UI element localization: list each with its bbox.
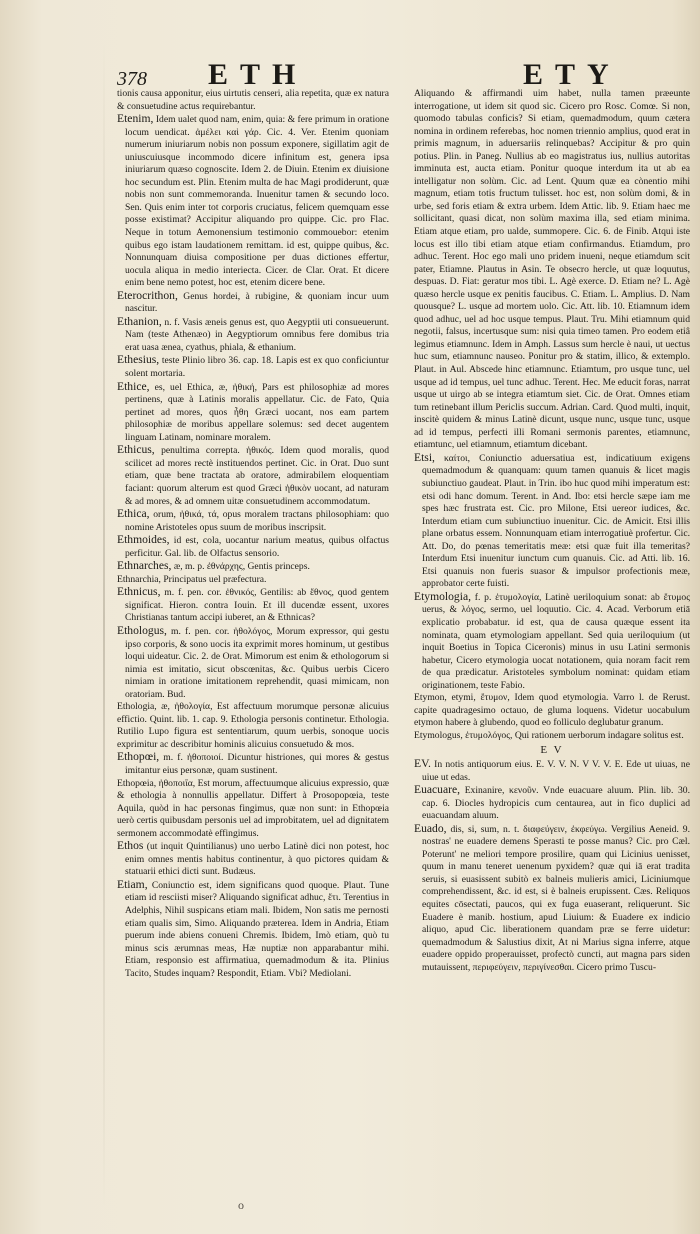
entry-headword: Ethica, (117, 507, 150, 521)
dictionary-entry (117, 316, 389, 355)
dictionary-entry (117, 879, 389, 980)
dictionary-entry (117, 840, 389, 879)
entry-text: Exinanire, κενοῦν. Vnde euacuare aluum. Plin. lib. 30. cap. 6. Diocles hydropicis cum centaurea, aut in fico duplici ad euacuandam aluum. (422, 785, 690, 822)
page-number: 378 (117, 68, 147, 90)
running-head-right: ETY (523, 58, 621, 91)
dictionary-entry (117, 560, 389, 574)
entry-headword: Etenim, (117, 112, 154, 126)
entry-headword: Ethologus, (117, 623, 167, 637)
entry-text: Ethnarchia, Principatus uel præfectura. (117, 573, 267, 585)
dictionary-entry (414, 692, 690, 730)
entry-headword: Etymologia, (414, 589, 471, 603)
entry-headword: Ethos (117, 839, 144, 853)
entry-text: Etymon, etymi, ἔτυμον, Idem quod etymologia. Varro l. de Rerust. capite quadragesimo octauo, de gluma loquens. Videtur uocabulum etymon habere à glubendo, quod eo folliculo deglubatur granum. (414, 692, 690, 729)
dictionary-entry (117, 444, 389, 508)
entry-headword: Ethmoides, (117, 533, 170, 547)
entry-text: καίτοι, Coniunctio aduersatiua est, indicatiuum exigens quemadmodum & quanquam: quum tamen quanuis & licet magis subiunctiuo gaudeat. Plaut. in Trin. ibo huc quod mihi imperatum est: etsi odi hanc domum. Terent. in And. Ibo: etsi hercle sæpe iam me spes hæc frustrata est. Cic. pro Milone, Etsi uereor iudices, &c. Interdum etiam cum subiunctiuo inuenitur. Cic. de Amicit. Etsi illis plane orbatus essem. Nonnunquam etiam interrogatiuè profertur. Cic. Att. Do, do pœnas temeritatis meæ: etsi quæ fuit illa temeritas? Interdum Etsi inuenitur iunctum cum quanuis. Cic. ad Atti. lib. 16. Etsi quanuis non fueris suasor & impulsor profectionis meæ, approbator certe fuisti. (422, 452, 690, 590)
dictionary-entry (117, 701, 389, 751)
dictionary-entry (414, 591, 690, 692)
entry-text: tionis causa apponitur, eius uirtutis censeri, alia repetita, quæ ex natura & consuetudine actus requirebantur. (117, 88, 389, 112)
entry-text: Coniunctio est, idem significans quod quoque. Plaut. Tune etiam id resciisti miser? Aliquando significat adhuc, ἔτι. Terentius in Adelphis, Nihil suspicans etiam mali. Ibidem, Non satis me pernosti etiam qualis sim, Simo. Aliquando præterea. Idem in Andria, Etiam puerum inde abiens conueni Chremis. Ibidem, Imò etiam, quò tu minus scis ærumnas meas, Hæ nuptiæ non apparabantur mihi. Etiam, responsio est affirmatiua, quemadmodum & ita. Plinius Tacito, Studes inquam? Respondit, Etiam. Vbi? Mediolani. (125, 879, 389, 979)
entry-text: f. p. ἐτυμολογία, Latinè ueriloquium sonat: ab ἔτυμος uerus, & λόγος, sermo, uel loquutio. Cic. 4. Acad. Verborum etiā explicatio probabatur. id est, qua de causa quæque essent ita nominata, quam etymologiam appellant. Sed quia ueriloquium (ut inquit Boetius in Topica Ciceronis) minus in usu Latini sermonis habetur, Cicero etymologia uocat notationem, quia noram facit rem de qua prædicatur. Aristoteles symbolum nominat: quidam etiam originationem, teste Fabio. (422, 591, 690, 691)
dictionary-entry (414, 758, 690, 784)
entry-headword: Euacuare, (414, 783, 461, 797)
entry-text: (ut inquit Quintilianus) uno uerbo Latinè dici non potest, hoc enim omnes mentis habitus continentur, à quo pictores quidam & statuarii ethici dicti sunt. Budæus. (125, 841, 389, 878)
page-gutter-shadow (103, 40, 105, 1210)
dictionary-entry (414, 823, 690, 975)
entry-text: m. f. pen. cor. ἠθολόγος, Morum expressor, qui gestu ipso corporis, & sono uocis ita exprimit mores hominum, ut gestibus loqui uideatur. Cic. 2. de Orat. Mimorum est enim & ethologorum si nimia est imitatio, sicut obscœnitas, &c. Quibus uerbis Cicero nimiam in oratione imitationem reprehendit, quasi mimicam, non oratoriam. Bud. (125, 625, 389, 700)
entry-headword: EV. (414, 756, 431, 770)
dictionary-entry (117, 88, 389, 113)
entry-text: teste Plinio libro 36. cap. 18. Lapis est ex quo conficiuntur solent mortaria. (125, 355, 389, 380)
entry-text: orum, ἠθικά, τά, opus moralem tractans philosophiam: quo nomine Aristoteles opus suum de moribus inscripsit. (125, 509, 389, 533)
dictionary-entry (414, 730, 690, 743)
entry-text: Aliquando & affirmandi uim habet, nulla tamen præeunte interrogatione, ut idem sit quod sic. Cicero pro Rosc. Comœ. Si non, quomodo tabulas conficis? Si etiam, quemadmodum, quum cætera nomina in ordinem referebas, hoc nomen triennio amplius, quod erat in primis magnum, in aduersariis relinquebas? Accipitur & pro quin potius. Plin. in Paneg. Nullius ab eo magistratus ius, nullius autoritas imminuta est, aucta etiam. Ponitur quoque interdum ita ut ab ea intelligatur non solùm. Cic. ad Lent. Quum quæ ea cònentio mihi magnum, etiam totis fructum tulisset. hoc est, non solùm domi, & in urbe, sed foris etiam & extra urbem. Idem Attic. lib. 9. Etiam haec me sollicitant, quasi dicat, non solùm maxima illa, sed etiam minima. Etiam atque etiam, pro ualde, summopere. Cic. 6. de Finib. Atqui iste locus est illo tibi etiam atque etiam confirmandus. Etiamdum, pro adhuc. Terent. Hoc ego mali uno pridem inueni, neque etiamdum scit pater, Etiamne. Plautus in Asin. Te obsecro hercle, ut quæ loquutus, despuas. D. Fiat: geratur mos tibi. L. Agè exerce. D. Etiam ne? L. Agè quæso hercle usque ex penitis faucibus. C. Etiam. L. Amplius. D. Nam quousque? L. usque ad mortem uolo. Cic. Att. lib. 10. Etiamnum idem quod adhuc, uel ad hoc usque tempus. Plaut. Tru. Mihi etiamnum quid negotii, falsus, incertusque sum: nisi quia timeo tamen. Pro eodem etiâ legimus etiamnunc. Idem in Amph. Lassus sum hercle è naui, ut uectus huc sum, etiamnunc nauseo. Ponitur pro & statim, illico, & extemplo. Plaut. in Aul. Abscede hinc etiamnunc. Etiamtum, pro usque tunc, uel usque ad id tempus, uel tunc adhuc. Terent. Hec. Me educit foras, narrat usque ut uirgo ab se integra etiamtum siet. Cic. de Orat. Omnes etiam tum retinebant illum Periclis succum. Adrian. Card. Quod multi, inquit, inscitè quidem & minus Latinè dicunt, usque nunc, usque tunc, usque ad id tempus, perfecti illi Romani sermonis parentes, etiamnunc, etiamtunc, uel etiamnum, etiamtum dicebant. (414, 88, 690, 451)
entry-text: es, uel Ethica, æ, ἠθική, Pars est philosophiæ ad mores pertinens, quæ à Latinis moralis appellatur. Cic. de Fato, Quia pertinet ad mores, quos ἦθη Græci uocant, nos eam partem philosophiæ de moribus appellare solemus: sed decet augentem linguam Latinam, nominare moralem. (125, 381, 389, 443)
dictionary-entry (117, 381, 389, 445)
entry-headword: Ethopœi, (117, 750, 160, 764)
entry-headword: Ethanion, (117, 314, 162, 328)
entry-headword: Ethnarches, (117, 559, 172, 573)
entry-text: dis, si, sum, n. t. διαφεύγειν, ἐκφεύγω. Vergilius Aeneid. 9. nostras' ne euadere demens Sperasti te posse manus? Cic. pro Cæl. Poterunt' ne meliori tempore prosilire, quam qui Licinius uenisset, quum in manu teneret uenenum pyxidem? quæ qui iā erat tradita seruis, si euasissent subitò ex balneis mulieris amici, Liciniumque comprehendissent, &c. id est, si è balneis erupissent. Cæs. Reliquos equites cōsectati, paucos, qui ex fuga euaserant, reliquerunt. Sic Euadere è manib. hostium, apud Liuium: & Euadere ex indicio aliquo, apud Cic. liberationem quandam præ se ferre uidetur: quemadmodum & Salustius dixit, At ni Marius signa inferre, atque euadere oppido properauisset, profectò cuncti, aut magna pars siden mutauissent, περιφεύγειν, περιγίνεσθαι. Cicero primo Tuscu- (422, 823, 690, 973)
dictionary-entry (117, 508, 389, 534)
entry-headword: Etsi, (414, 450, 435, 464)
entry-text: æ, m. p. ἐθνάρχης, Gentis princeps. (173, 561, 310, 573)
dictionary-entry (117, 290, 389, 316)
entry-text: Genus hordei, à rubigine, & quoniam incur uum nascitur. (125, 290, 389, 315)
dictionary-entry (117, 113, 389, 290)
entry-text: id est, cola, uocantur narium meatus, quibus olfactus perficitur. Gal. lib. de Olfactus sensorio. (125, 535, 389, 559)
dictionary-entry (117, 354, 389, 380)
entry-headword: Ethnicus, (117, 585, 161, 599)
entry-headword: Ethesius, (117, 353, 160, 367)
running-head-left: ETH (208, 58, 308, 91)
entry-headword: Ethice, (117, 379, 150, 393)
right-column (414, 88, 690, 974)
dictionary-entry (414, 88, 690, 452)
dictionary-entry (117, 778, 389, 841)
entry-headword: Euado, (414, 821, 447, 835)
dictionary-entry (414, 452, 690, 591)
signature-mark: o (238, 1198, 244, 1212)
entry-text: Idem ualet quod nam, enim, quia: & fere primum in oratione locum uendicat. ἀμέλει καὶ γάρ. Cic. 4. Ver. Etenim quoniam numerum iniuriarum nobis non possum exponere, sigillatim agit de uniuscuiusque incommodo dicere infinitum est, genera ipsa iniuriarum quæso cognoscite. Idem 2. de Diuin. Etenim ex diuisione hoc secundum est. Plin. Etenim multa de hac Magi prodiderunt, quæ nobis non sunt commemoranda. Inuenitur tamen & secundo loco. Sen. Quis enim inter tot corporis cruciatus, felicem quemquam esse posse existimat? Accipitur aliquando pro quippe. Cic. pro Flac. Neque in totum Aemonensium testimonio commouebor: etenim quibus ego istam laudationem remittam. id est, quippe quibus, &c. Nonnunquam diuisa compositione per duas dictiones effertur, uocula aliqua in medio interiecta. Cicer. de Clar. Orat. Et dicere enim bene nemo potest, hoc est, etenim dicere bene. (125, 114, 389, 289)
dictionary-entry (117, 586, 389, 625)
entry-text: n. f. Vasis æneis genus est, quo Aegyptii uti consueuerunt. Nam (teste Athenæo) in Aegyptiorum omnibus fere domibus tria erat uasa ænea, cyathus, phiala, & ethanium. (125, 316, 390, 353)
entry-text: Ethologia, æ, ἠθολογία, Est affectuum morumque personæ alicuius effictio. Quint. lib. 1. cap. 9. Ethologia personis continetur. Ethologia. Rutilio Lupo figura est sententiarum, quum uerbis, sonoque uocis exprimitur ac describitur hominis alicuius consuetudo & mos. (117, 701, 389, 750)
entry-text: penultima correpta. ἠθικός. Idem quod moralis, quod scilicet ad mores rectè instituendos pertinet. Cic. in Orat. Duo sunt etiam, quæ bene tractata ab oratore, admirabilem eloquentiam faciant: quorum alterum est quod Græci ἠθικὸν uocant, ad naturam & ad mores, & ad omnem uitæ consuetudinem accommodatum. (125, 445, 389, 507)
entry-text: In notis antiquorum eius. E. V. V. N. V V. V. E. Ede ut uiuas, ne uiue ut edas. (422, 758, 690, 783)
entry-text: m. f. ἠθοποιοί. Dicuntur histriones, qui mores & gestus imitantur eius personæ, quam sustinent. (125, 752, 389, 776)
dictionary-entry (117, 534, 389, 560)
section-letter-heading: E V (540, 744, 564, 757)
dictionary-entry (414, 784, 690, 823)
entry-text: Ethopœia, ἠθοποιΐα, Est morum, affectuumque alicuius expressio, quæ & ethologia à nonnullis appellatur. Differt à Prosopopœia, teste Aquila, quòd in hac personas fingimus, quæ non sunt: in Ethopœia uerò certis quibusdam personis uel ad improbitatem, uel ad dignitatem sermonem accommodatè effingimus. (117, 777, 389, 839)
entry-headword: Eterocrithon, (117, 288, 178, 302)
entry-headword: Ethicus, (117, 443, 155, 457)
dictionary-entry (117, 751, 389, 777)
dictionary-entry (117, 625, 389, 701)
left-column (117, 88, 389, 980)
entry-text: Etymologus, ἐτυμολόγος, Qui rationem uerborum indagare solitus est. (414, 729, 684, 741)
entry-headword: Etiam, (117, 877, 148, 891)
entry-text: m. f. pen. cor. ἐθνικός, Gentilis: ab ἔθνος, quod gentem significat. Hieron. contra Iouin. Et ill ducendæ essent, uxores Christianas tantum accipi iuberet, an & Ethnicas? (125, 587, 389, 624)
